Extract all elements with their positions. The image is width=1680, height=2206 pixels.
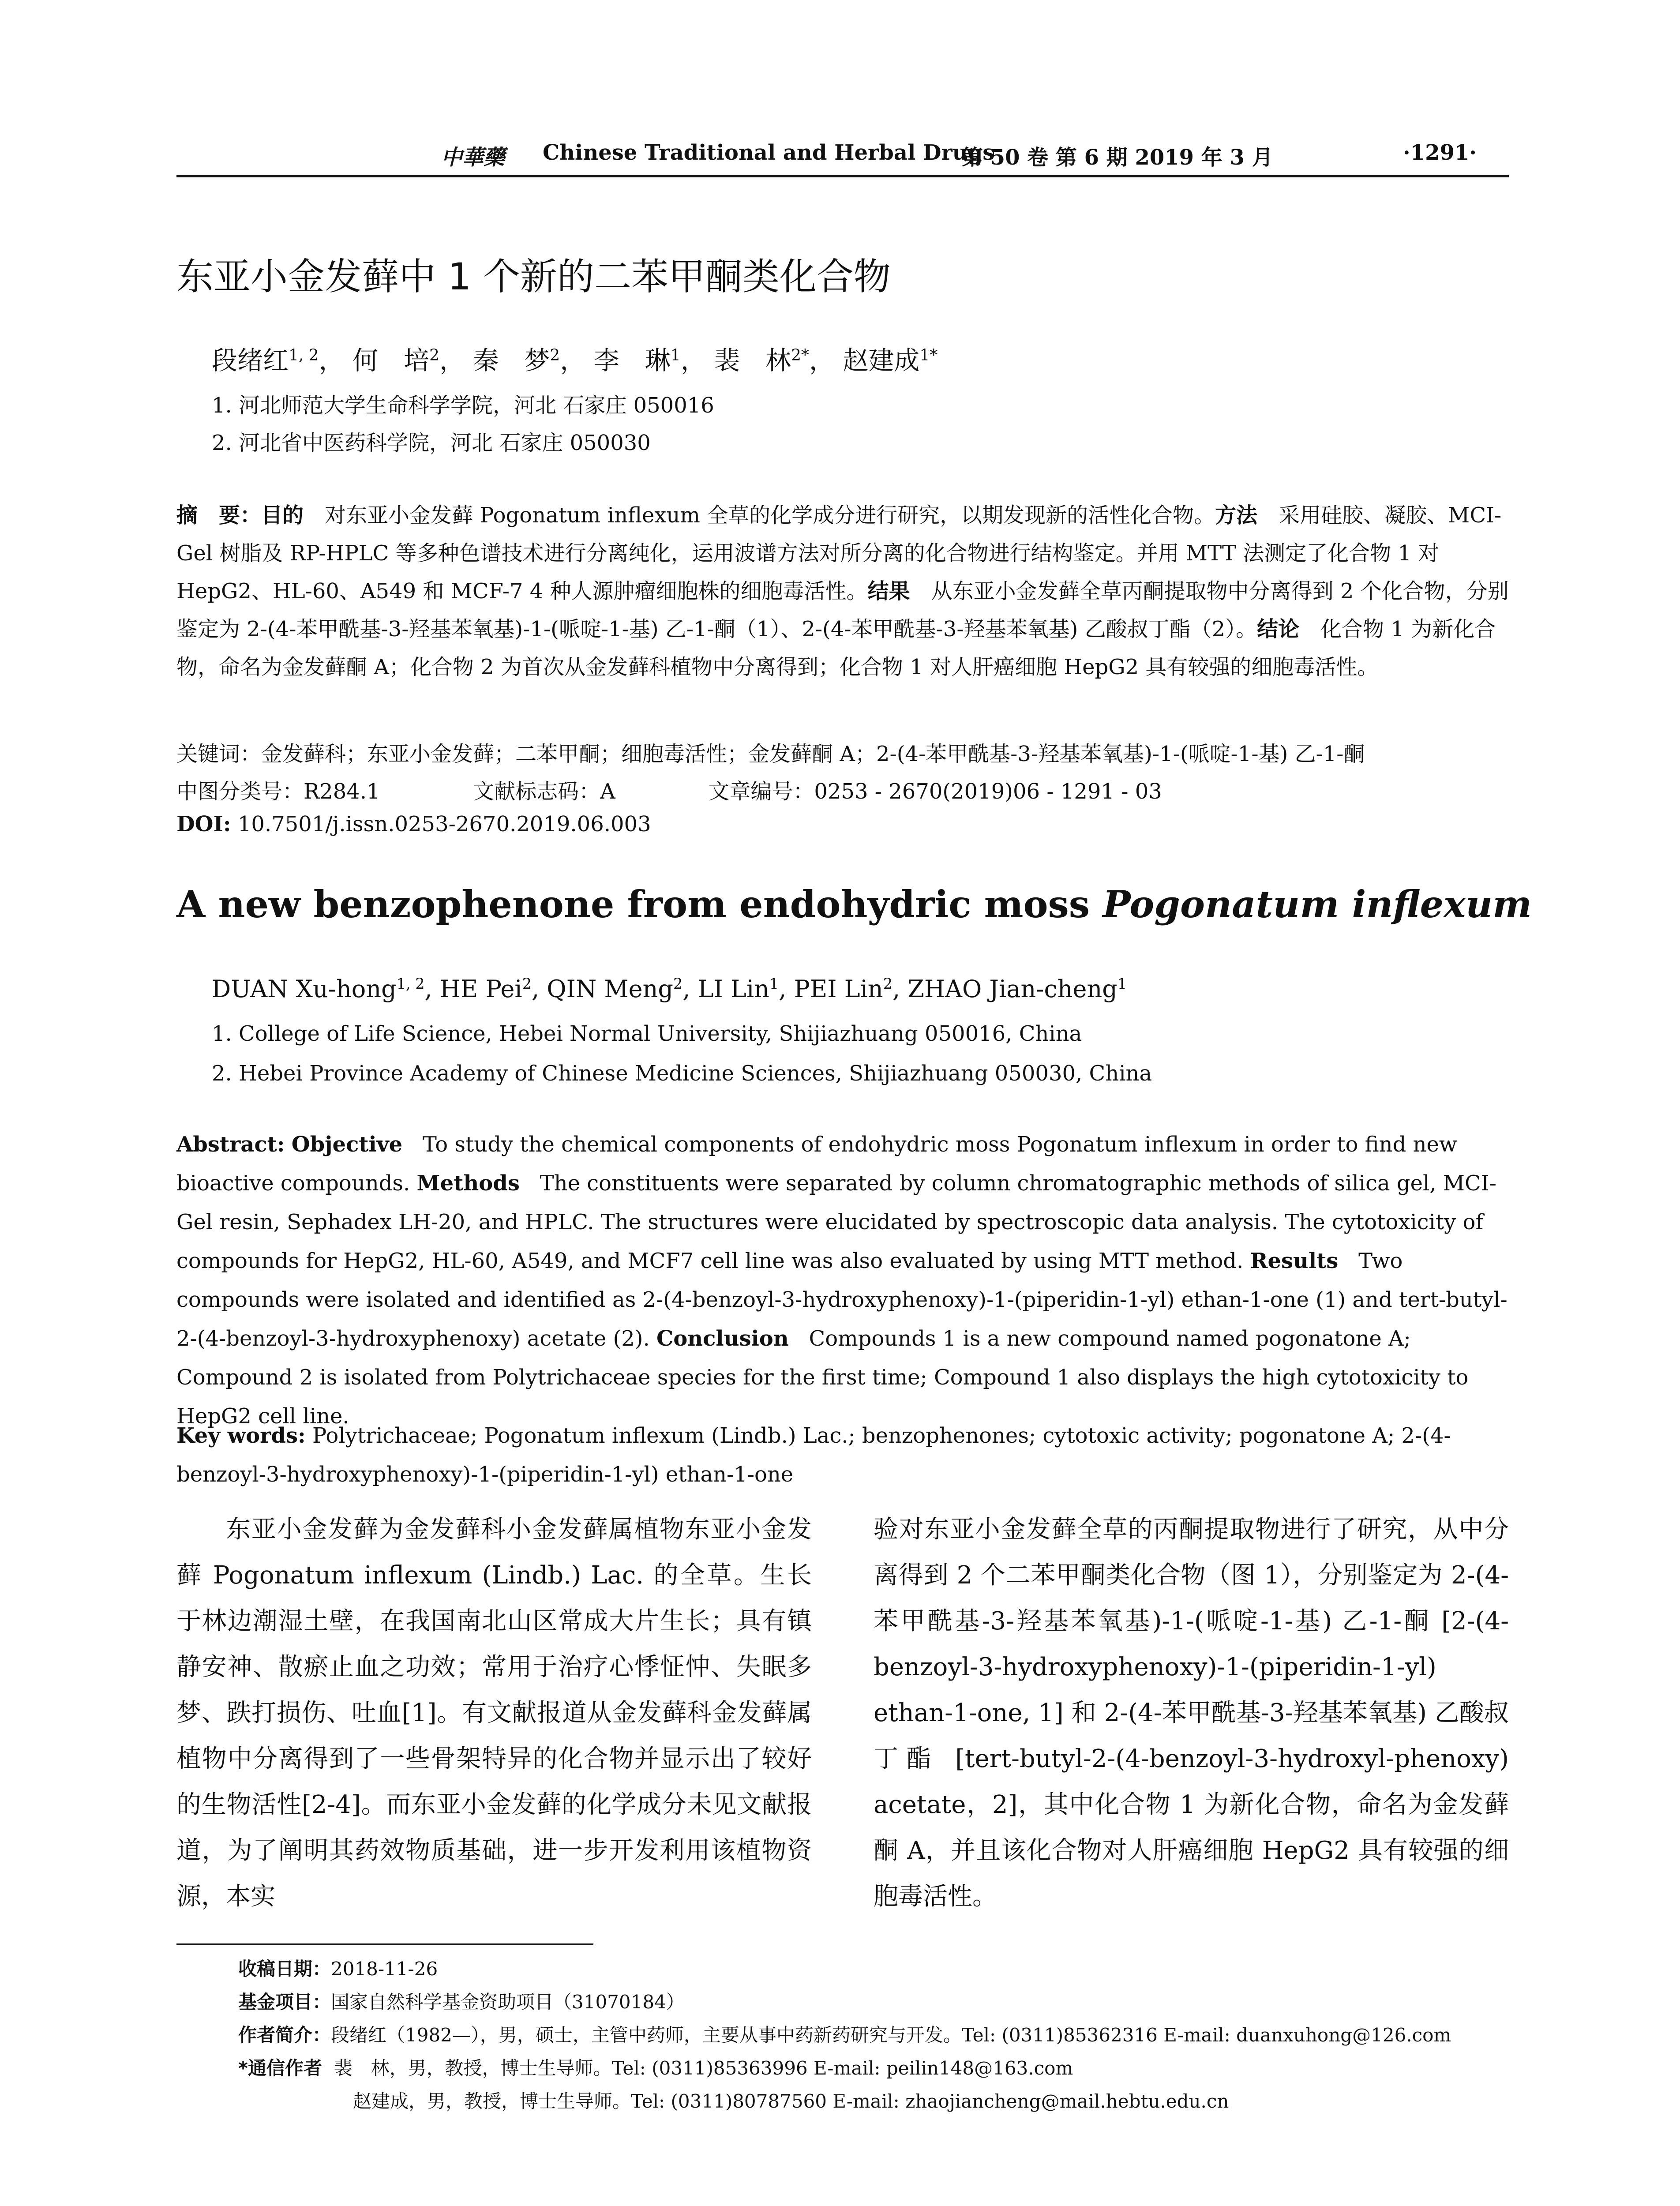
chinese-keywords: [176, 737, 1365, 767]
chinese-affiliation-1: 1. 河北师范大学生命科学学院，河北 石家庄 050016: [212, 393, 714, 418]
english-title-main: A new benzophenone from endohydric moss: [176, 882, 1103, 926]
english-abstract: [176, 1125, 1509, 1436]
author-affiliation-mark: 1, 2: [396, 975, 425, 992]
author-affiliation-mark: 1: [1117, 975, 1127, 992]
article-number-value: 0253 - 2670(2019)06 - 1291 - 03: [814, 779, 1162, 804]
bio-label: 作者简介：: [238, 2024, 331, 2046]
corresponding-author-1: 裴 林，男，教授，博士生导师。Tel: (0311)85363996 E-mail: peilin148@163.com: [334, 2057, 1073, 2079]
keywords-text: 金发藓科；东亚小金发藓；二苯甲酮；细胞毒活性；金发藓酮 A；2-(4-苯甲酰基-3-羟基苯氧基)-1-(哌啶-1-基) 乙-1-酮: [261, 742, 1365, 766]
author-name: 赵建成: [843, 345, 920, 375]
methods-label: Methods: [416, 1171, 520, 1196]
author-affiliation-mark: 1: [670, 346, 681, 364]
author-affiliation-mark: 2: [883, 975, 892, 992]
author-name: DUAN Xu-hong: [212, 975, 397, 1003]
english-keywords: [176, 1416, 1509, 1494]
body-column-left: 东亚小金发藓为金发藓科小金发藓属植物东亚小金发藓 Pogonatum inflexum (Lindb.) Lac. 的全草。生长于林边潮湿土壁，在我国南北山区常成大片生长；具有镇静安神、散瘀止血之功效；常用于治疗心悸怔忡、失眠多梦、跌打损伤、吐血[1]。有文献报道从金发藓科金发藓属植物中分离得到了一些骨架特异的化合物并显示出了较好的生物活性[2-4]。而东亚小金发藓的化学成分未见文献报道，为了阐明其药效物质基础，进一步开发利用该植物资源，本实: [176, 1515, 812, 1911]
results-label: Results: [1250, 1249, 1339, 1273]
conclusion-label: 结论: [1257, 617, 1300, 642]
chinese-affiliation-2: 2. 河北省中医药科学院，河北 石家庄 050030: [212, 431, 651, 455]
keywords-text: Polytrichaceae; Pogonatum inflexum (Lindb.) Lac.; benzophenones; cytotoxic activity; pogonatone A; 2-(4-benzoyl-3-hydroxyphenoxy)-1-(piperidin-1-yl) ethan-1-one: [176, 1423, 1451, 1487]
author-name: 段绪红: [212, 345, 289, 375]
methods-text: 采用硅胶、凝胶、MCI-Gel 树脂及 RP-HPLC 等多种色谱技术进行分离纯化，运用波谱方法对所分离的化合物进行结构鉴定。并用 MTT 法测定了化合物 1 对 HepG2、HL-60、A549 和 MCF-7 4 种人源肿瘤细胞株的细胞毒活性。: [176, 503, 1502, 604]
clc-value: R284.1: [304, 779, 380, 804]
author-name: LI Lin: [698, 975, 769, 1003]
chinese-abstract: [176, 496, 1509, 686]
english-title: [176, 882, 1532, 926]
keywords-label: 关键词：: [176, 742, 262, 766]
author-name: 何 培: [352, 345, 430, 375]
footnote-author-bio: [238, 2021, 1451, 2047]
author-name: QIN Meng: [547, 975, 673, 1003]
english-authors: DUAN Xu-hong$^{1, 2}$, HE Pei$^2$, QIN Meng$^2$, LI Lin$^1$, PEI Lin$^2$, ZHAO Jian-cheng$^1$: [212, 975, 1127, 1003]
issue-info: 第 50 卷 第 6 期 2019 年 3 月: [962, 145, 1273, 170]
classification-line: [176, 774, 1162, 805]
author-affiliation-mark: 1, 2: [289, 346, 319, 364]
chinese-authors: 段绪红$^{1, 2}$， 何 培$^2$， 秦 梦$^2$， 李 琳$^1$， 裴 林$^{2*}$， 赵建成$^{1*}$: [212, 345, 938, 375]
author-affiliation-mark: 1: [769, 975, 779, 992]
author-name: 李 琳: [593, 345, 671, 375]
results-text: Two compounds were isolated and identified as 2-(4-benzoyl-3-hydroxyphenoxy)-1-(piperidin-1-yl) ethan-1-one (1) and tert-butyl-2-(4-benzoyl-3-hydroxyphenoxy) acetate (2).: [176, 1249, 1508, 1351]
keywords-label: Key words:: [176, 1423, 306, 1448]
corresponding-label: *通信作者: [238, 2057, 322, 2079]
objective-text: 对东亚小金发藓 Pogonatum inflexum 全草的化学成分进行研究，以期发现新的活性化合物。: [325, 503, 1215, 528]
conclusion-text: 化合物 1 为新化合物，命名为金发藓酮 A；化合物 2 为首次从金发藓科植物中分离得到；化合物 1 对人肝癌细胞 HepG2 具有较强的细胞毒活性。: [176, 617, 1496, 679]
footnote-rule: [176, 1943, 593, 1945]
received-date: 2018-11-26: [331, 1958, 438, 1980]
abstract-label: Abstract:: [176, 1132, 285, 1157]
english-affiliation-1: 1. College of Life Science, Hebei Normal University, Shijiazhuang 050016, China: [212, 1021, 1082, 1046]
header-rule: [176, 175, 1509, 177]
objective-label: 目的: [261, 503, 304, 528]
body-column-right: 验对东亚小金发藓全草的丙酮提取物进行了研究，从中分离得到 2 个二苯甲酮类化合物（图 1），分别鉴定为 2-(4-苯甲酰基-3-羟基苯氧基)-1-(哌啶-1-基) 乙-1-酮 [2-(4-benzoyl-3-hydroxyphenoxy)-1-(piperidin-1-yl) ethan-1-one, 1] 和 2-(4-苯甲酰基-3-羟基苯氧基) 乙酸叔丁酯 [tert-butyl-2-(4-benzoyl-3-hydroxyl-phenoxy) acetate，2]，其中化合物 1 为新化合物，命名为金发藓酮 A，并且该化合物对人肝癌细胞 HepG2 具有较强的细胞毒活性。: [874, 1515, 1509, 1911]
results-label: 结果: [867, 579, 910, 604]
author-affiliation-mark: 1*: [919, 346, 938, 364]
chinese-title: 东亚小金发藓中 1 个新的二苯甲酮类化合物: [176, 255, 891, 298]
results-text: 从东亚小金发藓全草丙酮提取物中分离得到 2 个化合物，分别鉴定为 2-(4-苯甲酰基-3-羟基苯氧基)-1-(哌啶-1-基) 乙-1-酮（1）、2-(4-苯甲酰基-3-羟基苯氧基) 乙酸叔丁酯（2）。: [176, 579, 1509, 642]
footnote-corresponding: [238, 2054, 1073, 2080]
bio-text: 段绪红（1982—），男，硕士，主管中药师，主要从事中药新药研究与开发。Tel: (0311)85362316 E-mail: duanxuhong@126.com: [331, 2024, 1451, 2046]
doc-code-label: 文献标志码：: [473, 779, 600, 804]
footnote-received: [238, 1955, 438, 1981]
article-number-label: 文章编号：: [708, 779, 814, 804]
author-name: ZHAO Jian-cheng: [908, 975, 1118, 1003]
author-affiliation-mark: 2: [429, 346, 439, 364]
conclusion-label: Conclusion: [656, 1326, 789, 1351]
methods-label: 方法: [1215, 503, 1258, 528]
author-name: PEI Lin: [794, 975, 883, 1003]
fund-label: 基金项目：: [238, 1991, 331, 2013]
doc-code-value: A: [600, 779, 615, 804]
author-name: 秦 梦: [473, 345, 550, 375]
objective-label: Objective: [291, 1132, 403, 1157]
footnote-fund: [238, 1988, 685, 2014]
objective-text: To study the chemical components of endohydric moss Pogonatum inflexum in order to find new bioactive compounds.: [176, 1132, 1457, 1196]
english-title-species: Pogonatum inflexum: [1102, 882, 1532, 926]
corresponding-author-2: 赵建成，男，教授，博士生导师。Tel: (0311)80787560 E-mail: zhaojiancheng@mail.hebtu.edu.cn: [353, 2090, 1229, 2112]
conclusion-text: Compounds 1 is a new compound named pogonatone A; Compound 2 is isolated from Polytrichaceae species for the first time; Compound 1 also displays the high cytotoxicity to HepG2 cell line.: [176, 1326, 1469, 1429]
doi-label: DOI:: [176, 812, 231, 837]
received-label: 收稿日期：: [238, 1958, 331, 1980]
author-affiliation-mark: 2: [522, 975, 532, 992]
fund-text: 国家自然科学基金资助项目（31070184）: [331, 1991, 685, 2013]
english-affiliation-2: 2. Hebei Province Academy of Chinese Medicine Sciences, Shijiazhuang 050030, China: [212, 1061, 1152, 1086]
author-name: 裴 林: [714, 345, 791, 375]
author-affiliation-mark: 2: [673, 975, 683, 992]
clc-label: 中图分类号：: [176, 779, 304, 804]
methods-text: The constituents were separated by column chromatographic methods of silica gel, MCI-Gel resin, Sephadex LH-20, and HPLC. The structures were elucidated by spectroscopic data analysis. The cytotoxicity of compounds for HepG2, HL-60, A549, and MCF7 cell line was also evaluated by using MTT method.: [176, 1171, 1496, 1273]
abstract-label: 摘 要：: [176, 503, 262, 528]
author-name: HE Pei: [439, 975, 522, 1003]
doi-line: [176, 812, 651, 837]
author-affiliation-mark: 2: [550, 346, 560, 364]
author-affiliation-mark: 2*: [791, 346, 809, 364]
doi-value: 10.7501/j.issn.0253-2670.2019.06.003: [237, 812, 651, 837]
page-number: ·1291·: [1403, 140, 1477, 165]
running-header: [176, 140, 1509, 173]
journal-logo: 中華藥: [441, 145, 505, 170]
journal-name: Chinese Traditional and Herbal Drugs: [543, 140, 995, 165]
